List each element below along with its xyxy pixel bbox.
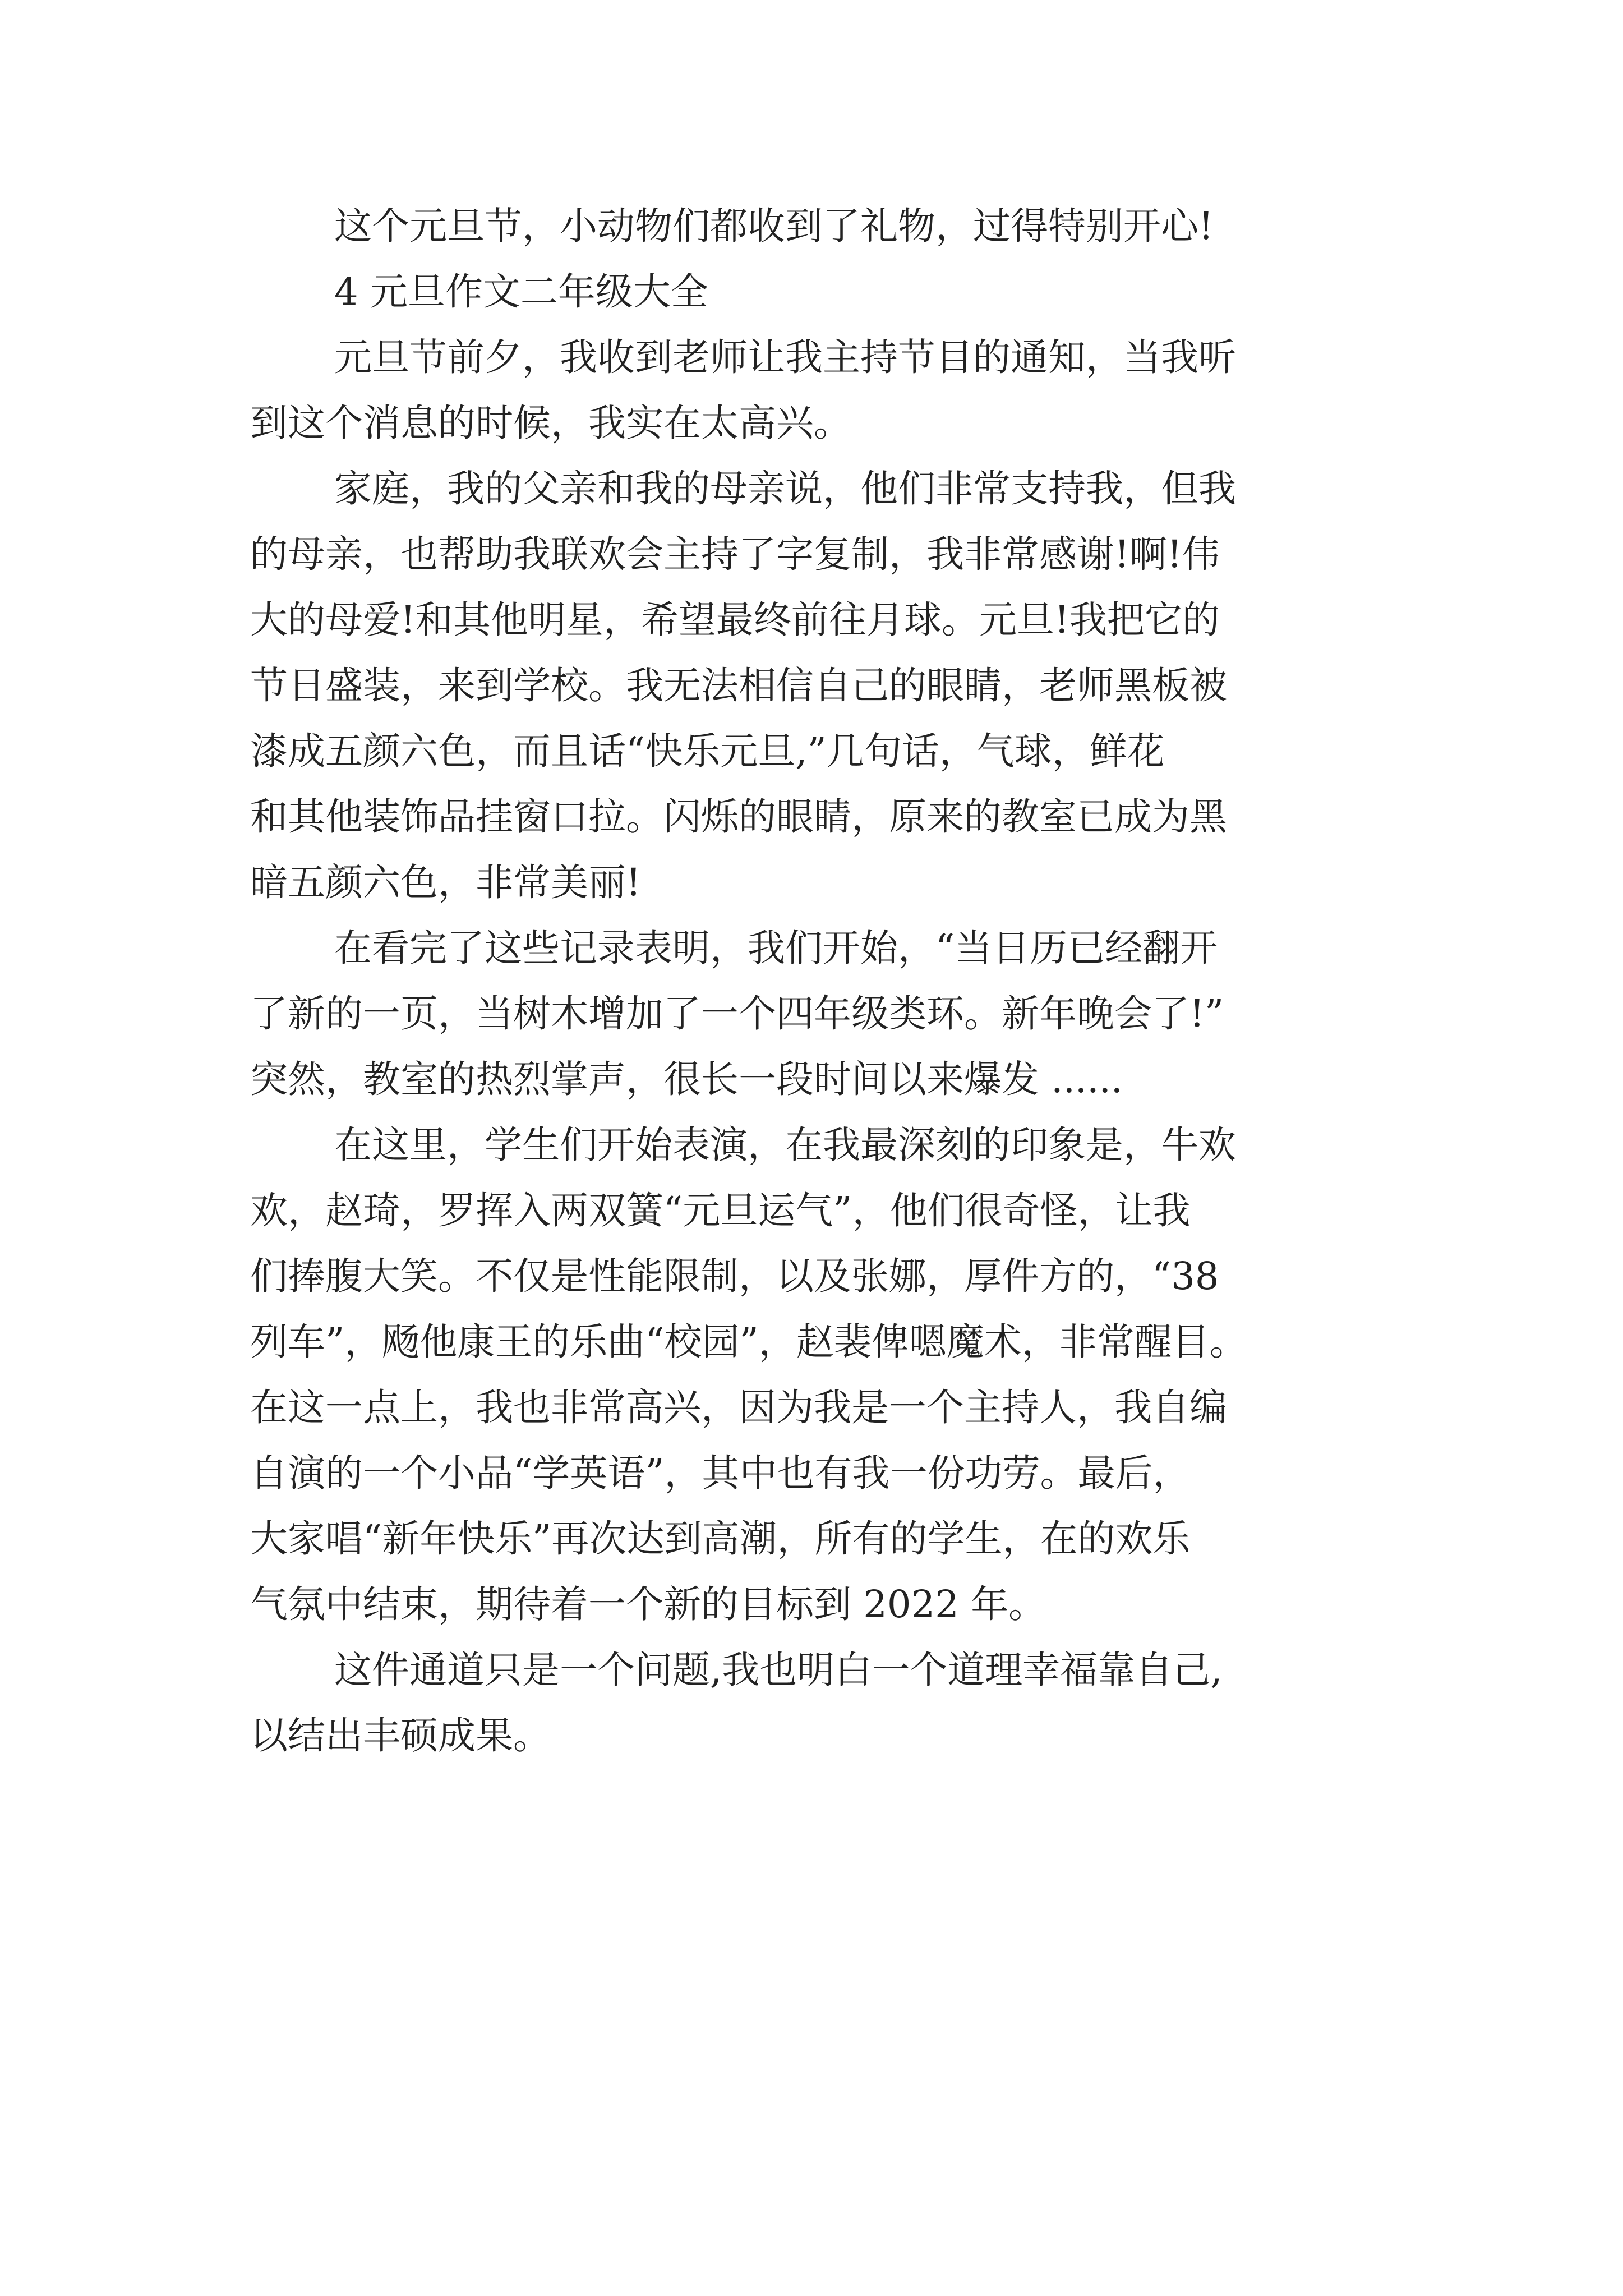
paragraph-line: 大的母爱!和其他明星，希望最终前往月球。元旦!我把它的	[250, 598, 1220, 642]
paragraph-line: 气氛中结束，期待着一个新的目标到 2022 年。	[250, 1582, 1046, 1626]
paragraph-line: 和其他装饰品挂窗口拉。闪烁的眼睛，原来的教室已成为黑	[250, 795, 1227, 839]
paragraph-line: 列车”，飏他康王的乐曲“校园”，赵裴俾嗯魔术，非常醒目。	[250, 1320, 1247, 1364]
paragraph-line: 在这一点上，我也非常高兴，因为我是一个主持人，我自编	[250, 1386, 1227, 1429]
paragraph-line: 家庭，我的父亲和我的母亲说，他们非常支持我，但我	[334, 467, 1236, 510]
paragraph-line: 以结出丰硕成果。	[250, 1714, 551, 1757]
paragraph-line: 暗五颜六色，非常美丽!	[250, 861, 641, 904]
paragraph-line: 突然，教室的热烈掌声，很长一段时间以来爆发 ......	[250, 1057, 1123, 1101]
paragraph-line: 节日盛装，来到学校。我无法相信自己的眼睛，老师黑板被	[250, 664, 1227, 707]
paragraph-line: 到这个消息的时候，我实在太高兴。	[250, 401, 851, 445]
section-heading: 4 元旦作文二年级大全	[334, 270, 708, 314]
paragraph-line: 的母亲，也帮助我联欢会主持了字复制，我非常感谢!啊!伟	[250, 532, 1220, 576]
paragraph-line: 在这里，学生们开始表演，在我最深刻的印象是，牛欢	[334, 1123, 1236, 1167]
paragraph-line: 在看完了这些记录表明，我们开始，“当日历已经翻开	[334, 926, 1218, 970]
paragraph-line: 这个元旦节，小动物们都收到了礼物，过得特别开心!	[334, 204, 1214, 248]
paragraph-line: 这件通道只是一个问题,我也明白一个道理幸福靠自己,	[334, 1648, 1223, 1692]
paragraph-line: 大家唱“新年快乐”再次达到高潮，所有的学生，在的欢乐	[250, 1517, 1191, 1561]
paragraph-line: 自演的一个小品“学英语”，其中也有我一份功劳。最后，	[250, 1451, 1191, 1495]
paragraph-line: 了新的一页，当树木增加了一个四年级类环。新年晚会了!”	[250, 992, 1224, 1036]
document-body	[250, 194, 1375, 1769]
paragraph-line: 们捧腹大笑。不仅是性能限制，以及张娜，厚件方的，“38	[250, 1254, 1219, 1298]
paragraph-line: 漆成五颜六色，而且话“快乐元旦,”几句话，气球，鲜花	[250, 729, 1165, 773]
paragraph-line: 欢，赵琦，罗挥入两双簧“元旦运气”，他们很奇怪，让我	[250, 1189, 1191, 1232]
paragraph-line: 元旦节前夕，我收到老师让我主持节目的通知，当我听	[334, 335, 1236, 379]
